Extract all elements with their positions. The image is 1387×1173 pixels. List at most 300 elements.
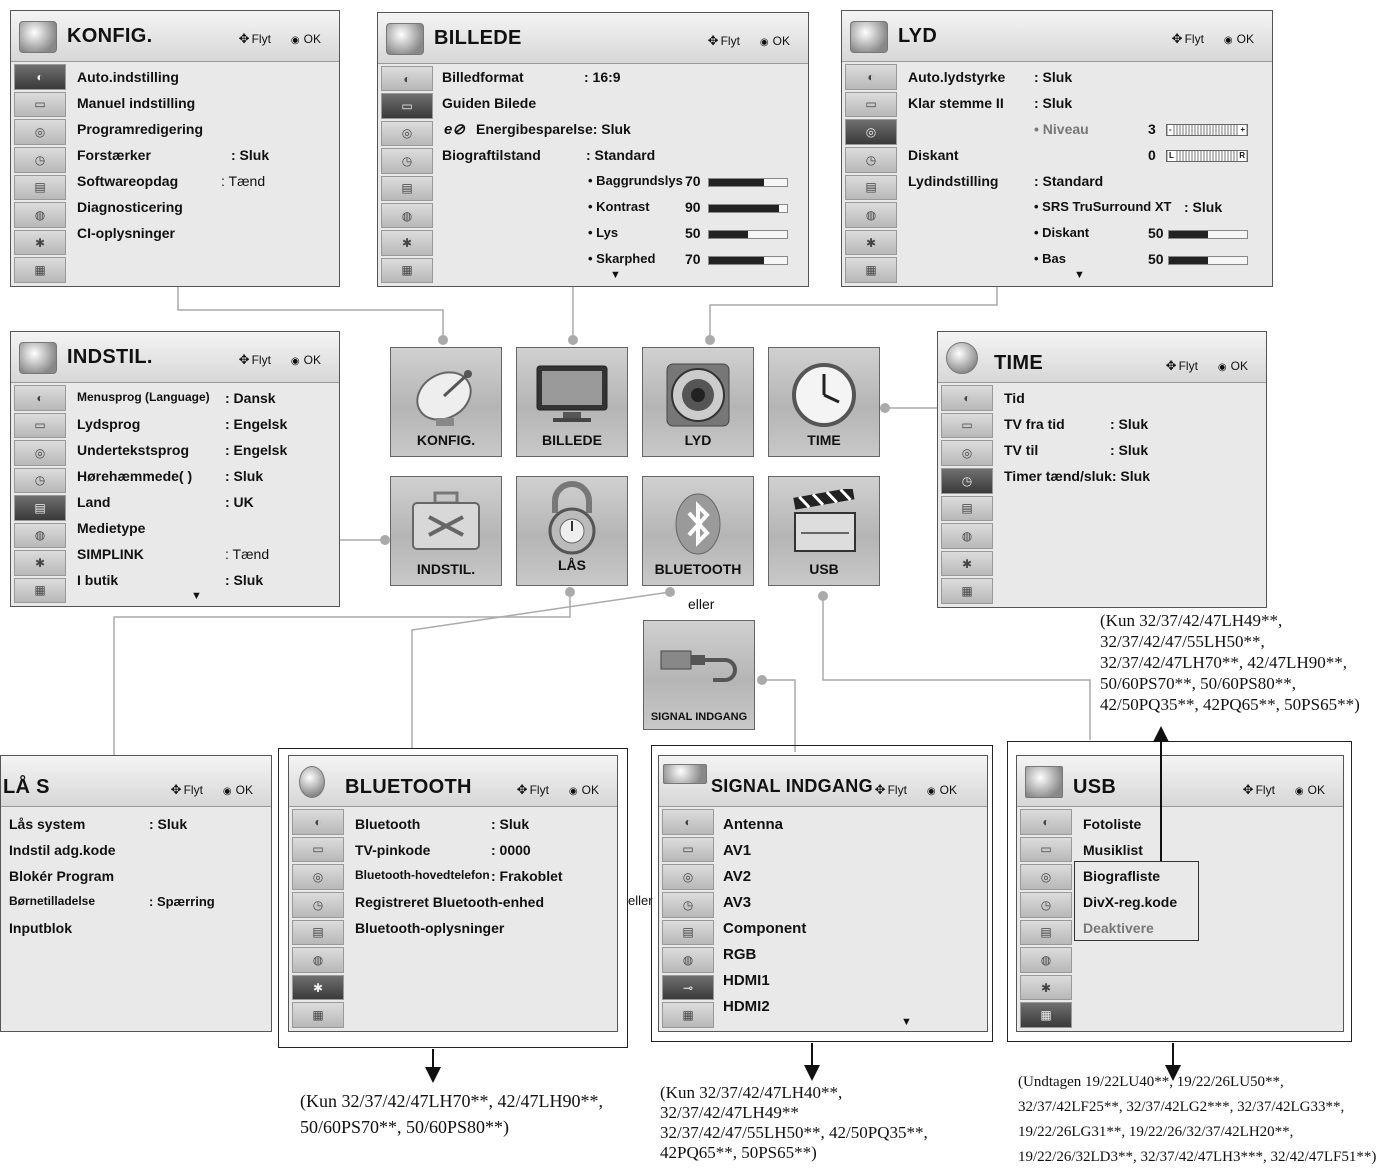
- sidebar-billede[interactable]: [845, 92, 897, 118]
- sidebar-usb[interactable]: [292, 1002, 344, 1028]
- menu-row[interactable]: Diskant 0 L R: [904, 145, 1266, 167]
- sidebar-billede[interactable]: [292, 837, 344, 863]
- sidebar-time[interactable]: [845, 147, 897, 173]
- ok-icon: ◉: [1217, 362, 1227, 373]
- toolbox-icon: ▤: [865, 180, 877, 195]
- satellite-icon: ◐: [36, 390, 44, 405]
- menu-row[interactable]: Hørehæmmede( ) : Sluk: [77, 468, 264, 484]
- clock-icon: ◷: [1040, 897, 1052, 912]
- menu-sidebar: [292, 809, 344, 1028]
- toolbox-icon: ▤: [1040, 925, 1052, 940]
- sidebar-konfig[interactable]: [14, 385, 66, 411]
- menu-row[interactable]: Fotoliste: [1083, 816, 1142, 832]
- tv-icon: [386, 23, 424, 55]
- time-title: TIME: [994, 352, 1043, 374]
- move-icon: ✥: [170, 782, 182, 797]
- menu-sidebar: [1020, 809, 1072, 1028]
- note-signal: (Kun 32/37/42/47LH40**, 32/37/42/47LH49** 32/37/42/47/55LH50**, 42/50PQ35**, 42PQ65**, 50PS65**): [660, 1083, 928, 1162]
- time-content: [1000, 386, 1260, 603]
- menu-row[interactable]: TV-pinkode : 0000: [355, 842, 531, 858]
- lock-icon: ◍: [34, 528, 46, 543]
- sidebar-lyd[interactable]: [14, 440, 66, 466]
- clapper-icon: ▦: [34, 263, 46, 278]
- clapper-icon: ▦: [961, 584, 973, 599]
- sidebar-billede[interactable]: [1020, 837, 1072, 863]
- menu-row[interactable]: Bluetooth-oplysninger: [355, 920, 505, 936]
- sidebar-laas[interactable]: [14, 202, 66, 228]
- menu-row[interactable]: Land : UK: [77, 494, 254, 510]
- bluetooth-title: BLUETOOTH: [345, 776, 472, 798]
- move-icon: ✥: [238, 352, 250, 367]
- menu-row[interactable]: CI-oplysninger: [77, 225, 176, 241]
- menu-row[interactable]: Softwareopdag : Tænd: [77, 173, 266, 189]
- tile-indstil[interactable]: INDSTIL.: [390, 476, 502, 586]
- sidebar-konfig[interactable]: [14, 64, 66, 90]
- sidebar-time[interactable]: [14, 147, 66, 173]
- lyd-title: LYD: [898, 25, 938, 47]
- ok-icon: ◉: [1294, 786, 1304, 797]
- menu-sidebar: [845, 64, 897, 283]
- satellite-icon: [410, 360, 482, 432]
- tv-icon: ▭: [312, 842, 324, 857]
- sidebar-bluetooth[interactable]: [381, 230, 433, 255]
- sidebar-indstil[interactable]: [662, 920, 714, 946]
- move-icon: ✥: [707, 33, 719, 48]
- menu-row[interactable]: Biografliste: [1083, 868, 1161, 884]
- sidebar-laas[interactable]: [845, 202, 897, 228]
- menu-row[interactable]: Registreret Bluetooth-enhed: [355, 894, 545, 910]
- billede-content: [440, 67, 802, 282]
- sidebar-bluetooth[interactable]: [845, 230, 897, 256]
- toolbox-icon: ▤: [961, 501, 973, 516]
- sidebar-indstil[interactable]: [941, 496, 993, 522]
- note-usb: (Undtagen 19/22LU40**, 19/22/26LU50**, 32/37/42LF25**, 32/37/42LG2***, 32/37/42LG33**, 19/22/26LG31**, 19/22/26/32/37/42LH20**, 19/22/26/32LD3**, 32/37/42/47LH3***, 32/42/47LF51**): [1018, 1074, 1377, 1165]
- time-header: [938, 332, 1266, 383]
- menu-row[interactable]: TV fra tid : Sluk: [1004, 416, 1149, 432]
- clapper-icon: ▦: [865, 263, 877, 278]
- sidebar-lyd[interactable]: [845, 119, 897, 145]
- time-panel: [937, 331, 1267, 608]
- clock-icon: ◷: [34, 473, 46, 488]
- ok-icon: ◉: [290, 35, 300, 46]
- nav-hint: ✥ Flyt ◉ OK: [238, 31, 321, 46]
- ok-icon: ◉: [926, 786, 936, 797]
- sidebar-usb[interactable]: [381, 258, 433, 283]
- note-top-right: (Kun 32/37/42/47LH49**, 32/37/42/47/55LH50**, 32/37/42/47LH70**, 42/47LH90**, 50/60PS70**, 50/60PS80**, 42/50PQ35**, 42PQ65**, 50PS65**): [1100, 611, 1360, 714]
- menu-row[interactable]: Auto.lydstyrke : Sluk: [908, 69, 1073, 85]
- clock-icon: ◷: [34, 152, 46, 167]
- lock-icon: ◍: [401, 208, 413, 223]
- clock-icon: [946, 342, 978, 374]
- level-bar-fill: [709, 205, 779, 212]
- indstil-title: INDSTIL.: [67, 346, 153, 368]
- menu-row[interactable]: DivX-reg.kode: [1083, 894, 1178, 910]
- sidebar-lyd[interactable]: [381, 121, 433, 146]
- signal-header: [659, 756, 987, 807]
- sidebar-konfig[interactable]: [1020, 809, 1072, 835]
- lyd-header: [842, 11, 1272, 62]
- sidebar-billede[interactable]: [662, 837, 714, 863]
- menu-sidebar: [941, 385, 993, 604]
- speaker-icon: ◎: [865, 125, 877, 140]
- clock-icon: ◷: [682, 897, 694, 912]
- toolbox-icon: ▤: [401, 181, 413, 196]
- satellite-icon: [19, 21, 57, 53]
- sidebar-indstil[interactable]: [1020, 920, 1072, 946]
- bluetooth-icon: ✱: [34, 235, 46, 250]
- clock-icon: ◷: [961, 473, 973, 488]
- menu-row[interactable]: HDMI2: [723, 998, 770, 1015]
- tile-usb[interactable]: USB: [768, 476, 880, 586]
- nav-hint: ✥ Flyt ◉ OK: [170, 782, 253, 797]
- sidebar-indstil[interactable]: [14, 495, 66, 521]
- menu-row[interactable]: Medietype: [77, 520, 146, 536]
- menu-row[interactable]: Blokér Program: [9, 868, 115, 884]
- slider-row[interactable]: • Diskant 50: [904, 223, 1266, 245]
- menu-row[interactable]: Menusprog (Language) : Dansk: [77, 390, 276, 406]
- sidebar-laas[interactable]: [662, 947, 714, 973]
- tv-icon: ▭: [961, 418, 973, 433]
- slider-row[interactable]: • Skarphed 70: [440, 249, 802, 271]
- laas-header: [1, 756, 271, 807]
- clapper-icon: ▦: [1040, 1008, 1052, 1023]
- move-icon: ✥: [874, 782, 886, 797]
- sidebar-konfig[interactable]: [941, 385, 993, 411]
- laas-panel: [0, 755, 272, 1032]
- sidebar-bluetooth[interactable]: [941, 551, 993, 577]
- menu-row[interactable]: RGB: [723, 946, 757, 963]
- ok-icon: ◉: [290, 356, 300, 367]
- menu-row[interactable]: Diagnosticering: [77, 199, 183, 215]
- konfig-title: KONFIG.: [67, 25, 153, 47]
- indstil-content: [73, 386, 333, 602]
- menu-row[interactable]: Biograftilstand : Standard: [442, 147, 656, 163]
- laas-title: LÅ S: [3, 776, 50, 798]
- menu-row[interactable]: Inputblok: [9, 920, 72, 936]
- sidebar-usb[interactable]: [941, 578, 993, 604]
- sidebar-laas[interactable]: [292, 947, 344, 973]
- clapper-icon: ▦: [682, 1008, 694, 1023]
- level-bar[interactable]: [1168, 256, 1248, 265]
- menu-row[interactable]: Manuel indstilling: [77, 95, 196, 111]
- level-bar-fill: [1169, 257, 1208, 264]
- note-bluetooth: (Kun 32/37/42/47LH70**, 42/47LH90**, 50/60PS70**, 50/60PS80**): [300, 1091, 603, 1137]
- menu-row[interactable]: Lydindstilling : Standard: [908, 173, 1104, 189]
- speaker-icon: [850, 21, 888, 53]
- menu-row[interactable]: Klar stemme II : Sluk: [908, 95, 1073, 111]
- tv-icon: ▭: [34, 97, 46, 112]
- nav-hint: ✥ Flyt ◉ OK: [1242, 782, 1325, 797]
- toolbox-icon: [409, 489, 483, 557]
- clapper-icon: ▦: [312, 1008, 324, 1023]
- sidebar-laas[interactable]: [14, 523, 66, 549]
- sidebar-lyd[interactable]: [1020, 864, 1072, 890]
- tv-icon: ▭: [34, 418, 46, 433]
- speaker-icon: [663, 360, 733, 430]
- slider-row[interactable]: • Lys 50: [440, 223, 802, 245]
- speaker-icon: ◎: [312, 870, 324, 885]
- satellite-icon: ◐: [1042, 814, 1050, 829]
- usb-header: [1017, 756, 1343, 807]
- tv-icon: ▭: [1040, 842, 1052, 857]
- sidebar-indstil[interactable]: [845, 175, 897, 201]
- menu-row[interactable]: Børnetilladelse : Spærring: [9, 894, 215, 909]
- sidebar-konfig[interactable]: [845, 64, 897, 90]
- toolbox-icon: ▤: [312, 925, 324, 940]
- billede-panel: [377, 12, 809, 287]
- sidebar-laas[interactable]: [381, 203, 433, 228]
- tile-laas[interactable]: LÅS: [516, 476, 628, 586]
- sidebar-time[interactable]: [941, 468, 993, 494]
- tv-icon: ▭: [865, 97, 877, 112]
- lock-icon: ◍: [682, 952, 694, 967]
- move-icon: ✥: [516, 782, 528, 797]
- tile-konfig[interactable]: KONFIG.: [390, 347, 502, 457]
- menu-row[interactable]: Lås system : Sluk: [9, 816, 188, 832]
- clapper-icon: [789, 489, 859, 557]
- lock-icon: [539, 481, 605, 555]
- level-bar[interactable]: [708, 204, 788, 213]
- bluetooth-content: [351, 810, 611, 1027]
- sidebar-time[interactable]: [14, 468, 66, 494]
- menu-row[interactable]: AV2: [723, 868, 752, 885]
- level-bar-fill: [709, 231, 748, 238]
- signal-title: SIGNAL INDGANG: [711, 776, 873, 796]
- satellite-icon: ◐: [314, 814, 322, 829]
- menu-row[interactable]: Antenna: [723, 816, 783, 833]
- clock-icon: [789, 360, 859, 430]
- sidebar-laas[interactable]: [941, 523, 993, 549]
- clock-icon: ◷: [865, 152, 877, 167]
- bluetooth-icon: ✱: [312, 980, 324, 995]
- speaker-icon: ◎: [401, 126, 413, 141]
- nav-hint: ✥ Flyt ◉ OK: [516, 782, 599, 797]
- toolbox-icon: ▤: [682, 925, 694, 940]
- menu-row[interactable]: AV3: [723, 894, 752, 911]
- menu-row[interactable]: Undertekstsprog : Engelsk: [77, 442, 288, 458]
- clapper-icon: ▦: [34, 583, 46, 598]
- sidebar-billede[interactable]: [14, 92, 66, 118]
- slider-row[interactable]: • Kontrast 90: [440, 197, 802, 219]
- speaker-icon: ◎: [34, 445, 46, 460]
- indstil-header: [11, 332, 339, 383]
- clock-icon: ◷: [312, 897, 324, 912]
- konfig-panel: [10, 10, 340, 287]
- sidebar-laas[interactable]: [1020, 947, 1072, 973]
- sidebar-time[interactable]: [381, 148, 433, 173]
- menu-row[interactable]: Timer tænd/sluk: Sluk: [1004, 468, 1150, 484]
- rca-cable-icon: [663, 764, 707, 784]
- satellite-icon: ◐: [867, 69, 875, 84]
- move-icon: ✥: [1165, 358, 1177, 373]
- clapper-icon: [1025, 766, 1063, 798]
- tile-billede[interactable]: BILLEDE: [516, 347, 628, 457]
- sidebar-konfig[interactable]: [381, 66, 433, 91]
- eller-label: eller: [628, 893, 653, 908]
- move-icon: ✥: [1171, 31, 1183, 46]
- sidebar-signal[interactable]: [662, 975, 714, 1001]
- sidebar-time[interactable]: [292, 892, 344, 918]
- sidebar-lyd[interactable]: [14, 119, 66, 145]
- tile-time[interactable]: TIME: [768, 347, 880, 457]
- menu-row[interactable]: • Niveau 3 - +: [904, 119, 1266, 141]
- scroll-down-icon[interactable]: ▼: [191, 590, 202, 602]
- speaker-icon: ◎: [34, 125, 46, 140]
- menu-row[interactable]: Indstil adg.kode: [9, 842, 116, 858]
- speaker-icon: ◎: [1040, 870, 1052, 885]
- sidebar-billede[interactable]: [14, 413, 66, 439]
- lock-icon: ◍: [1040, 952, 1052, 967]
- usb-title: USB: [1073, 776, 1117, 798]
- level-bar[interactable]: [1168, 230, 1248, 239]
- menu-row[interactable]: Lydsprog : Engelsk: [77, 416, 288, 432]
- ok-icon: ◉: [222, 786, 232, 797]
- sidebar-lyd[interactable]: [662, 864, 714, 890]
- sidebar-lyd[interactable]: [292, 864, 344, 890]
- menu-row[interactable]: I butik : Sluk: [77, 572, 264, 588]
- menu-row[interactable]: Auto.indstilling: [77, 69, 179, 85]
- ok-icon: ◉: [568, 786, 578, 797]
- menu-sidebar: [14, 64, 66, 283]
- satellite-icon: ◐: [36, 69, 44, 84]
- bluetooth-icon: [663, 489, 733, 559]
- clock-icon: ◷: [401, 153, 413, 168]
- tv-icon: ▭: [682, 842, 694, 857]
- level-bar-fill: [709, 179, 764, 186]
- sidebar-time[interactable]: [1020, 892, 1072, 918]
- satellite-icon: ◐: [963, 390, 971, 405]
- menu-row[interactable]: Tid: [1004, 390, 1025, 406]
- menu-row[interactable]: Guiden Bilede: [442, 95, 537, 111]
- sidebar-bluetooth[interactable]: [14, 230, 66, 256]
- sidebar-time[interactable]: [662, 892, 714, 918]
- sidebar-indstil[interactable]: [14, 175, 66, 201]
- sidebar-usb[interactable]: [662, 1002, 714, 1028]
- menu-row[interactable]: Programredigering: [77, 121, 204, 137]
- menu-row[interactable]: TV til : Sluk: [1004, 442, 1149, 458]
- sidebar-bluetooth[interactable]: [1020, 975, 1072, 1001]
- toolbox-icon: ▤: [34, 180, 46, 195]
- bluetooth-icon: ✱: [34, 555, 46, 570]
- bluetooth-icon: ✱: [401, 235, 413, 250]
- ok-icon: ◉: [1223, 35, 1233, 46]
- tile-lyd[interactable]: LYD: [642, 347, 754, 457]
- tv-icon: ▭: [401, 99, 413, 114]
- scroll-down-icon[interactable]: ▼: [610, 269, 621, 281]
- scroll-down-icon[interactable]: ▼: [901, 1016, 912, 1028]
- bluetooth-icon: ✱: [1040, 980, 1052, 995]
- sidebar-bluetooth[interactable]: [14, 550, 66, 576]
- scroll-down-icon[interactable]: ▼: [1074, 269, 1085, 281]
- sidebar-billede[interactable]: [941, 413, 993, 439]
- menu-row[interactable]: • SRS TruSurround XT : Sluk: [1034, 199, 1223, 215]
- eller-label: eller: [688, 596, 715, 612]
- balance-bar[interactable]: L R: [1166, 150, 1248, 162]
- sidebar-usb[interactable]: [1020, 1002, 1072, 1028]
- sidebar-usb[interactable]: [14, 257, 66, 283]
- konfig-content: [73, 65, 333, 282]
- menu-row[interactable]: Deaktivere: [1083, 920, 1154, 936]
- menu-row[interactable]: Bluetooth : Sluk: [355, 816, 530, 832]
- nav-hint: ✥ Flyt ◉ OK: [238, 352, 321, 367]
- ok-icon: ◉: [759, 37, 769, 48]
- toolbox-icon: [19, 342, 57, 374]
- signal-content: [721, 810, 981, 1027]
- billede-header: [378, 13, 808, 64]
- nav-hint: ✥ Flyt ◉ OK: [1165, 358, 1248, 373]
- menu-row[interactable]: Musiklist: [1083, 842, 1143, 858]
- menu-sidebar: [14, 385, 66, 603]
- menu-row[interactable]: Component: [723, 920, 807, 937]
- bluetooth-header: [289, 756, 617, 807]
- level-bar-fill: [1169, 231, 1208, 238]
- niveau-bar[interactable]: - +: [1166, 124, 1248, 136]
- level-bar[interactable]: [708, 178, 788, 187]
- nav-hint: ✥ Flyt ◉ OK: [707, 33, 790, 48]
- bluetooth-icon: ✱: [865, 235, 877, 250]
- satellite-icon: ◐: [403, 71, 411, 86]
- nav-hint: ✥ Flyt ◉ OK: [874, 782, 957, 797]
- arrow-down: [811, 1043, 813, 1067]
- lock-icon: ◍: [865, 207, 877, 222]
- menu-row[interactable]: Billedformat : 16:9: [442, 69, 621, 85]
- menu-row[interactable]: HDMI1: [723, 972, 770, 989]
- level-bar[interactable]: [708, 230, 788, 239]
- level-bar-fill: [709, 257, 764, 264]
- menu-row[interactable]: e⊘ Energibesparelse: Sluk: [444, 121, 631, 138]
- menu-row[interactable]: Bluetooth-hovedtelefon : Frakoblet: [355, 868, 563, 884]
- clapper-icon: ▦: [401, 263, 413, 278]
- menu-row[interactable]: Forstærker : Sluk: [77, 147, 270, 163]
- billede-title: BILLEDE: [434, 27, 522, 49]
- laas-content: [9, 810, 265, 1027]
- sidebar-indstil[interactable]: [292, 920, 344, 946]
- speaker-icon: ◎: [682, 870, 694, 885]
- rca-cable-icon: ⊸: [682, 980, 694, 995]
- tile-signal-indgang[interactable]: SIGNAL INDGANG: [643, 620, 755, 730]
- menu-sidebar: [381, 66, 433, 283]
- sidebar-billede[interactable]: [381, 93, 433, 118]
- nav-hint: ✥ Flyt ◉ OK: [1171, 31, 1254, 46]
- level-bar[interactable]: [708, 256, 788, 265]
- sidebar-usb[interactable]: [845, 257, 897, 283]
- sidebar-indstil[interactable]: [381, 176, 433, 201]
- slider-row[interactable]: • Baggrundslys 70: [440, 171, 802, 193]
- sidebar-konfig[interactable]: [662, 809, 714, 835]
- arrow-down: [1172, 1043, 1174, 1067]
- bluetooth-icon: ✱: [961, 556, 973, 571]
- sidebar-konfig[interactable]: [292, 809, 344, 835]
- menu-sidebar: [662, 809, 714, 1028]
- menu-row[interactable]: AV1: [723, 842, 752, 859]
- indstil-panel: [10, 331, 340, 607]
- speaker-icon: ◎: [961, 446, 973, 461]
- satellite-icon: ◐: [684, 814, 692, 829]
- tv-icon: [533, 360, 611, 430]
- rca-cable-icon: [657, 635, 741, 691]
- slider-row[interactable]: • Bas 50: [904, 249, 1266, 271]
- sidebar-bluetooth[interactable]: [292, 975, 344, 1001]
- lock-icon: ◍: [34, 207, 46, 222]
- toolbox-icon: ▤: [34, 500, 46, 515]
- tile-bluetooth[interactable]: BLUETOOTH: [642, 476, 754, 586]
- signal-panel: [658, 755, 988, 1032]
- konfig-header: [11, 11, 339, 62]
- sidebar-lyd[interactable]: [941, 440, 993, 466]
- lyd-content: [904, 65, 1266, 282]
- menu-row[interactable]: SIMPLINK : Tænd: [77, 546, 270, 562]
- sidebar-usb[interactable]: [14, 578, 66, 604]
